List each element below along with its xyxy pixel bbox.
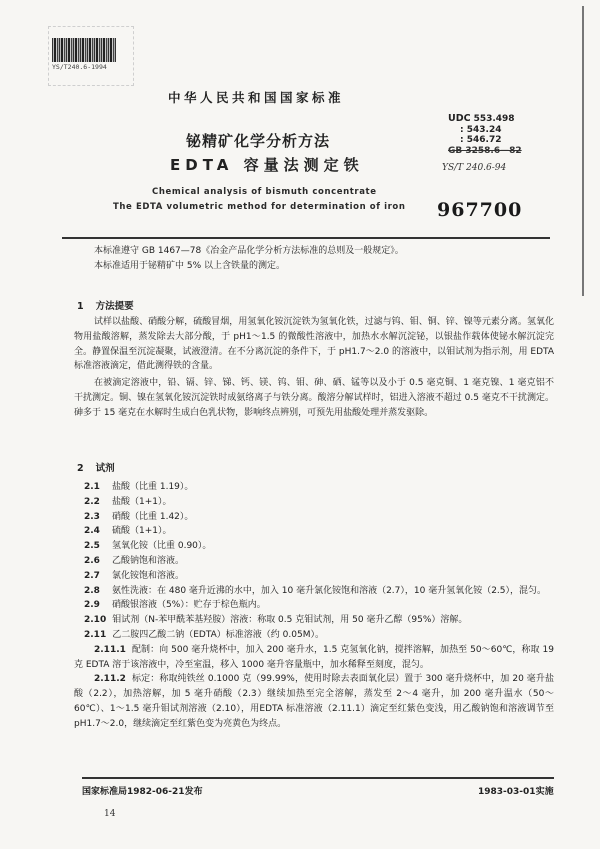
reagent-item: 2.3 硝酸（比重 1.42）。 <box>84 511 194 522</box>
reagent-item: 2.6 乙酸钠饱和溶液。 <box>84 555 185 566</box>
title-cn-line2: EDTA 容量法测定铁 <box>170 156 364 174</box>
reagent-item: 2.5 氢氧化铵（比重 0.90）。 <box>84 541 212 552</box>
udc-value-1: 553.498 <box>473 114 515 124</box>
reagent-item: 2.11 乙二胺四乙酸二钠（EDTA）标准溶液（约 0.05M）。 <box>84 629 324 640</box>
reagent-list <box>74 480 554 732</box>
section-1-body <box>74 315 554 421</box>
superseded-code: GB 3258.6—82 <box>448 145 522 156</box>
barcode-icon <box>52 38 116 62</box>
reagent-item: 2.2 盐酸（1+1）。 <box>84 496 172 507</box>
section-1-number: 1 <box>77 301 84 312</box>
reagent-item: 2.11.2 标定：称取纯铁丝 0.1000 克（99.99%，使用时除去表面氧化层）置于 300 毫升烧杯中，加 20 毫升盐酸（2.2），加热溶解，加 5 毫升硝酸（2.3）继续加热至完全溶解，蒸发至 2～4 毫升，加 200 毫升温水（50～60℃）、1～1.5 毫升钼试剂溶液（2.10），用EDTA 标准溶液（2.11.1）滴定至红紫色变浅，用乙酸钠饱和溶液调节至 pH1.7～2.0，继续滴定至红紫色变为亮黄色为终点。 <box>74 674 554 729</box>
udc-label: UDC <box>448 113 471 124</box>
footer-divider <box>82 777 554 779</box>
title-cn-line1: 铋精矿化学分析方法 <box>186 132 331 150</box>
section-1-heading <box>77 298 134 312</box>
reagent-item: 2.7 氯化铵饱和溶液。 <box>84 570 185 581</box>
barcode-label: YS/T240.6-1994 <box>52 63 107 71</box>
udc-value-2: : 543.24 <box>460 124 502 135</box>
issued-date: 国家标准局1982-06-21发布 <box>82 787 203 797</box>
header-divider <box>62 237 550 239</box>
national-standard-heading: 中华人民共和国国家标准 <box>168 90 345 105</box>
reagent-item: 2.4 硫酸（1+1）。 <box>84 526 172 537</box>
section-1-paragraph-2: 在被滴定溶液中，铅、镉、锌、锑、钙、镁、钨、钼、砷、硒、锰等以及小于 0.5 毫克铜、1 毫克镍、1 毫克铝不干扰测定。铜、镍在氢氧化铵沉淀铁时成氨络离子与铁分离。酸溶分解试样时，铝进入溶液不超过 0.5 毫克不干扰测定。砷多于 15 毫克在水解时生成白色乳状物，影响终点辨别，可预先用盐酸处理并蒸发驱除。 <box>74 378 554 418</box>
title-en-line2: The EDTA volumetric method for determination of iron <box>113 202 406 212</box>
section-2-number: 2 <box>77 463 84 474</box>
reagent-item: 2.1 盐酸（比重 1.19）。 <box>84 482 194 492</box>
udc-value-3: : 546.72 <box>460 135 502 145</box>
reagent-item: 2.11.1 配制：向 500 毫升烧杯中，加入 200 毫升水，1.5 克氢氧化钠，搅拌溶解，加热至 50～60℃，称取 19 克 EDTA 溶于该溶液中，冷至室温，移入 1000 毫升容量瓶中，加水稀释至刻度，混匀。 <box>74 644 554 670</box>
page-border-line <box>582 6 584 296</box>
page-number: 14 <box>104 809 116 819</box>
reagent-item: 2.8 氨性洗液：在 480 毫升近沸的水中，加入 10 毫升氯化铵饱和溶液（2.7），10 毫升氢氧化铵（2.5），混匀。 <box>84 585 547 596</box>
reagent-item: 2.10 钼试剂（N-苯甲酰苯基羟胺）溶液：称取 0.5 克钼试剂，用 50 毫升乙醇（95%）溶解。 <box>84 615 468 626</box>
section-1-title: 方法提要 <box>95 301 134 312</box>
document-number: 967700 <box>437 199 523 221</box>
intro-block <box>74 244 554 274</box>
intro-line-2: 本标准适用于铋精矿中 5% 以上含铁量的测定。 <box>94 260 286 271</box>
udc-block <box>448 114 522 156</box>
title-en-line1: Chemical analysis of bismuth concentrate <box>152 187 377 197</box>
intro-line-1: 本标准遵守 GB 1467—78《冶金产品化学分析方法标准的总则及一般规定》。 <box>94 246 404 256</box>
section-1-paragraph-1: 试样以盐酸、硝酸分解，硫酸冒烟，用氢氧化铵沉淀铁为氢氧化铁，过滤与钨、钼、铜、锌、镍等元素分离。氢氧化物用盐酸溶解，蒸发除去大部分酸，于 pH1～1.5 的微酸性溶液中，加热水水解沉淀铋，以银盐作载体使铋水解沉淀完全。静置保温至沉淀凝聚，试液澄清。在不分离沉淀的条件下，于 pH1.7～2.0 的溶液中，以钼试剂为指示剂，用 EDTA 标准溶液滴定，借此测得铁的含量。 <box>74 317 554 372</box>
section-2-title: 试剂 <box>95 463 115 474</box>
handwritten-code: YS/T 240.6-94 <box>442 163 507 173</box>
section-2-heading <box>77 460 115 474</box>
effective-date: 1983-03-01实施 <box>478 787 554 797</box>
reagent-item: 2.9 硝酸银溶液（5%）：贮存于棕色瓶内。 <box>84 600 266 611</box>
